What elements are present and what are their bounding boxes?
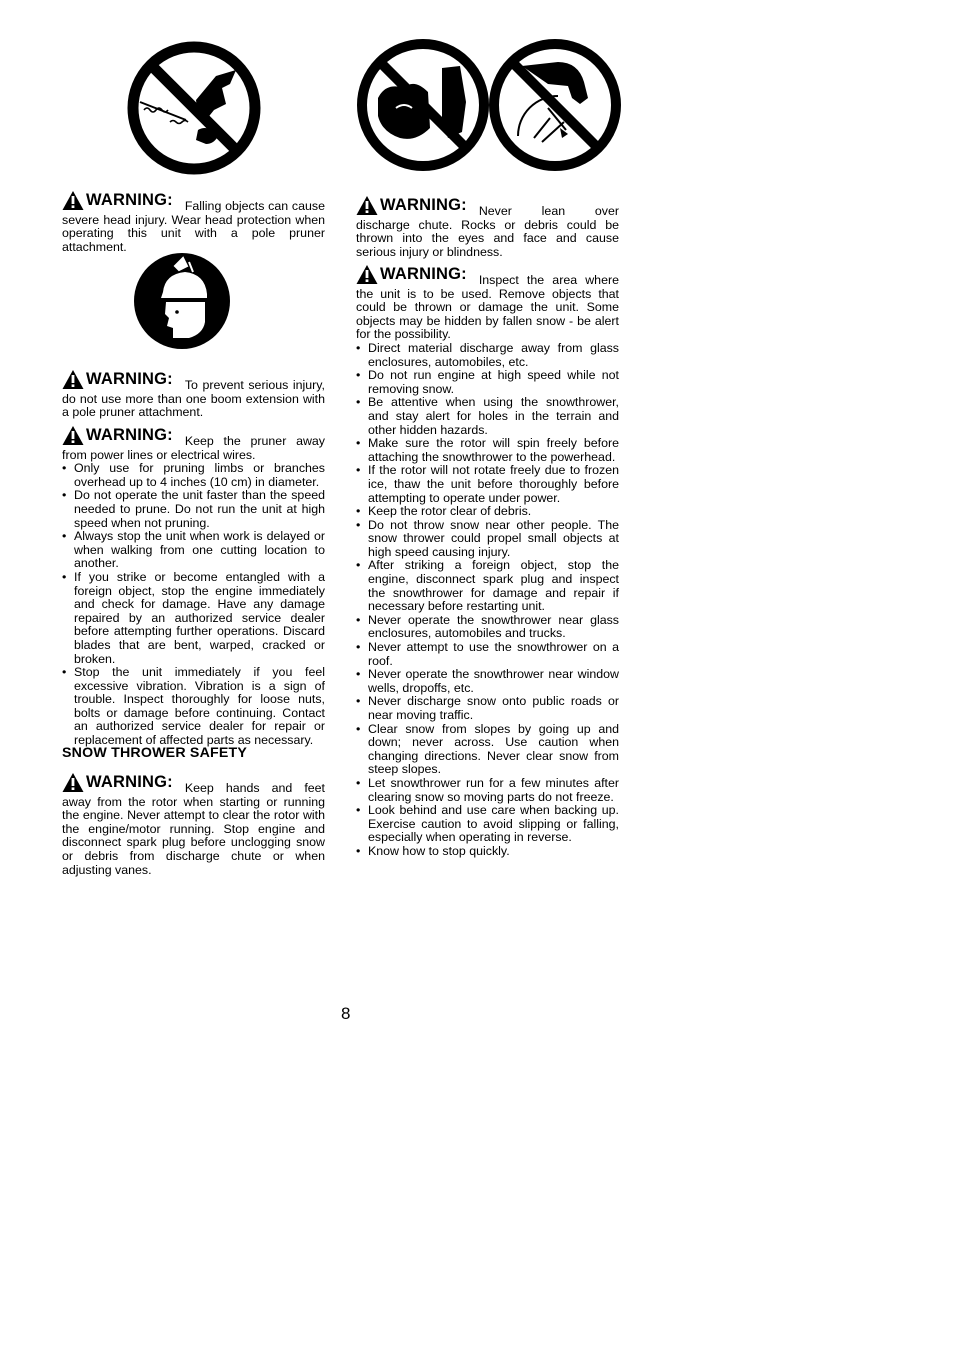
list-item: • Direct material discharge away from glass enclosures, automobiles, etc.: [356, 342, 619, 369]
warning-text: Never lean over discharge chute. Rocks or debris could be thrown into the eyes and face and cause serious injury or blindness.: [356, 204, 619, 259]
list-item: • Never operate the snowthrower near glass enclosures, automobiles and trucks.: [356, 614, 619, 641]
list-item: • Do not run engine at high speed while not removing snow.: [356, 369, 619, 396]
list-item: • If you strike or become entangled with a foreign object, stop the engine immediately and check for damage. Have any damage repaired by an authorized service dealer before attempting further operations. Discard blades that are bent, warped, cracked or broken.: [62, 571, 325, 666]
list-item: • Make sure the rotor will spin freely before attaching the snowthrower to the powerhead.: [356, 437, 619, 464]
list-item: • After striking a foreign object, stop the engine, disconnect spark plug and inspect the snowthrower for damage and repair if necessary before restarting unit.: [356, 559, 619, 613]
page-number: 8: [341, 1004, 351, 1023]
list-item: • Never operate the snowthrower near window wells, dropoffs, etc.: [356, 668, 619, 695]
warning-text: Keep the pruner away from power lines or electrical wires.: [62, 434, 325, 462]
warning-falling-objects: [62, 190, 325, 254]
warning-triangle-icon: [356, 195, 378, 216]
warning-text: Inspect the area where the unit is to be used. Remove objects that could be thrown or damage the unit. Some objects may be hidden by fallen snow - be alert for the possibility.: [356, 273, 619, 342]
no-hands-near-rotor-icon: [488, 38, 622, 172]
pruner-safety-list: [62, 462, 325, 747]
snowthrower-safety-list: [356, 342, 619, 859]
list-item: • Know how to stop quickly.: [356, 845, 619, 859]
list-item: • Keep the rotor clear of debris.: [356, 505, 619, 519]
warning-heading: WARNING:: [62, 369, 173, 390]
list-item: • Clear snow from slopes by going up and down; never across. Use caution when changing directions. Never clear snow from steep slopes.: [356, 723, 619, 777]
warning-heading: WARNING:: [356, 195, 467, 216]
list-item: • Never discharge snow onto public roads or near moving traffic.: [356, 695, 619, 722]
list-item: • Do not throw snow near other people. The snow thrower could propel small objects at high speed causing injury.: [356, 519, 619, 560]
warning-triangle-icon: [356, 264, 378, 285]
no-lean-over-chute-icon: [356, 38, 490, 172]
list-item: • Be attentive when using the snowthrower, and stay alert for holes in the terrain and other hidden hazards.: [356, 396, 619, 437]
warning-text: Keep hands and feet away from the rotor when starting or running the engine. Never attempt to clear the rotor with the engine/motor running. Stop engine and disconnect spark plug before unclogging snow or debris from discharge chute or when adjusting vanes.: [62, 781, 325, 877]
warning-heading: WARNING:: [62, 190, 173, 211]
warning-heading: WARNING:: [62, 425, 173, 446]
list-item: • Look behind and use care when backing up. Exercise caution to avoid slipping or falling, especially when operating in reverse.: [356, 804, 619, 845]
list-item: • Never attempt to use the snowthrower on a roof.: [356, 641, 619, 668]
warning-inspect-area: [356, 264, 619, 859]
warning-text: Falling objects can cause severe head injury. Wear head protection when operating this unit with a pole pruner attachment.: [62, 199, 325, 254]
warning-discharge-chute: [356, 195, 619, 259]
warning-rotor: [62, 772, 325, 877]
warning-triangle-icon: [62, 190, 84, 211]
section-title: SNOW THROWER SAFETY: [62, 745, 248, 761]
no-falling-objects-icon: [126, 40, 262, 176]
warning-boom-extension: [62, 369, 325, 420]
warning-triangle-icon: [62, 772, 84, 793]
wear-helmet-icon: [133, 252, 231, 350]
warning-heading: WARNING:: [356, 264, 467, 285]
list-item: • Let snowthrower run for a few minutes after clearing snow so moving parts do not freeze.: [356, 777, 619, 804]
list-item: • Only use for pruning limbs or branches overhead up to 4 inches (10 cm) in diameter.: [62, 462, 325, 489]
warning-text: To prevent serious injury, do not use more than one boom extension with a pole pruner attachment.: [62, 378, 325, 420]
list-item: • Always stop the unit when work is delayed or when walking from one cutting location to another.: [62, 530, 325, 571]
warning-power-lines: [62, 425, 325, 748]
list-item: • If the rotor will not rotate freely due to frozen ice, thaw the unit before thoroughly before attempting to operate under power.: [356, 464, 619, 505]
warning-triangle-icon: [62, 425, 84, 446]
list-item: • Do not operate the unit faster than the speed needed to prune. Do not run the unit at high speed when not pruning.: [62, 489, 325, 530]
warning-triangle-icon: [62, 369, 84, 390]
list-item: • Stop the unit immediately if you feel excessive vibration. Vibration is a sign of trouble. Inspect thoroughly for loose nuts, bolts or damage before continuing. Contact an authorized service dealer for repair or replacement of affected parts as necessary.: [62, 666, 325, 748]
warning-heading: WARNING:: [62, 772, 173, 793]
